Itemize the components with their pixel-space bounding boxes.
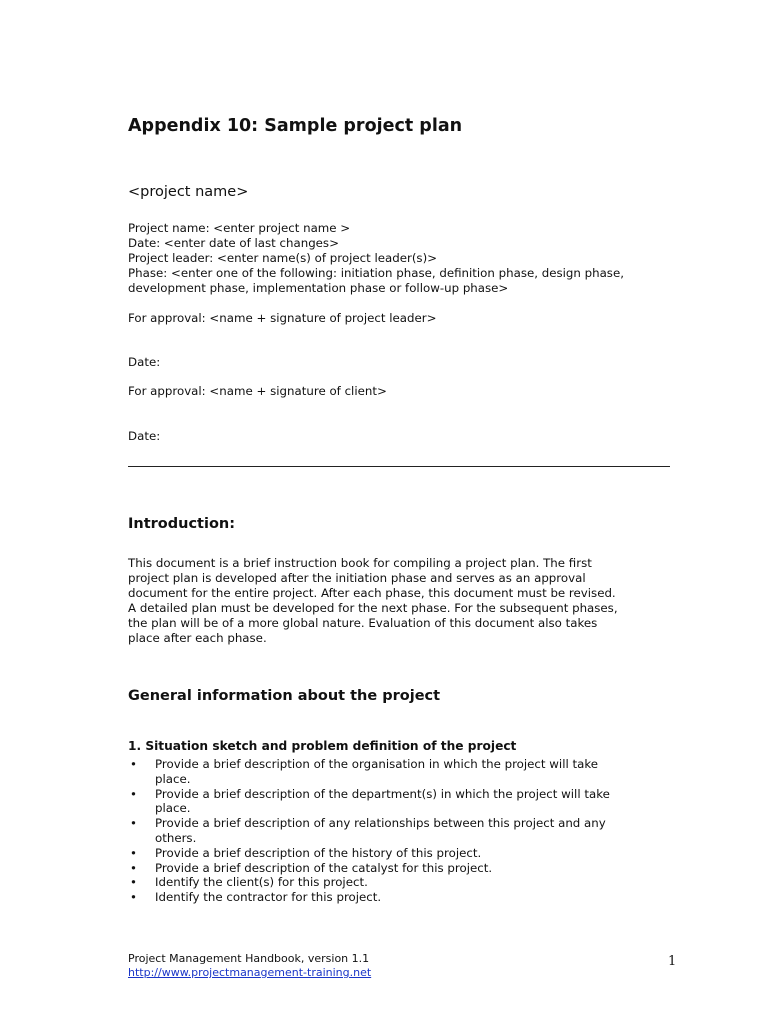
meta-phase-line-1: Phase: <enter one of the following: initiation phase, definition phase, design phase, [128, 266, 624, 280]
project-name-heading: <project name> [128, 184, 249, 200]
meta-project-leader: Project leader: <enter name(s) of project leader(s)> [128, 251, 438, 265]
meta-date: Date: <enter date of last changes> [128, 236, 339, 250]
divider-line [128, 466, 670, 467]
list-item: • Provide a brief description of the organisation in which the project will take place. [130, 757, 599, 786]
meta-phase-line-2: development phase, implementation phase or follow-up phase> [128, 281, 509, 295]
bullet-icon: • [130, 845, 137, 860]
footer-link[interactable]: http://www.projectmanagement-training.net [128, 966, 372, 979]
paragraph-line: place after each phase. [128, 631, 267, 645]
list-item: • Identify the client(s) for this project. [130, 875, 368, 890]
page-title: Appendix 10: Sample project plan [128, 116, 463, 136]
list-item: • Provide a brief description of the department(s) in which the project will take place. [130, 786, 610, 816]
bullet-icon: • [130, 875, 137, 890]
approval-client-date: Date: [128, 429, 161, 443]
bullet-icon: • [130, 860, 137, 875]
introduction-heading: Introduction: [128, 516, 236, 532]
paragraph-line: A detailed plan must be developed for the next phase. For the subsequent phases, [128, 601, 618, 615]
footer-handbook: Project Management Handbook, version 1.1 [128, 952, 370, 965]
bullet-icon: • [130, 757, 137, 771]
list-item: • Provide a brief description of the history of this project. [130, 845, 482, 860]
bullet-icon: • [130, 816, 137, 831]
list-item: • Provide a brief description of the catalyst for this project. [130, 860, 493, 875]
paragraph-line: This document is a brief instruction book for compiling a project plan. The first [128, 556, 592, 570]
paragraph-line: project plan is developed after the initiation phase and serves as an approval [128, 571, 586, 585]
bullet-icon: • [130, 890, 137, 905]
paragraph-line: the plan will be of a more global nature. Evaluation of this document also takes [128, 616, 598, 630]
bullet-icon: • [130, 786, 137, 801]
introduction-paragraph [128, 556, 688, 646]
list-item: • Identify the contractor for this project. [130, 890, 382, 905]
page-footer [128, 952, 371, 980]
approval-client: For approval: <name + signature of client> [128, 384, 387, 398]
approval-leader-date: Date: [128, 355, 161, 369]
list-item: • Provide a brief description of any relationships between this project and any others. [130, 816, 606, 845]
section-1-heading: 1. Situation sketch and problem definition of the project [128, 739, 517, 753]
general-info-heading: General information about the project [128, 688, 441, 704]
meta-project-name: Project name: <enter project name > [128, 221, 351, 235]
bullet-list [128, 757, 688, 905]
project-meta [128, 221, 688, 296]
approval-leader: For approval: <name + signature of project leader> [128, 311, 437, 325]
paragraph-line: document for the entire project. After each phase, this document must be revised. [128, 586, 616, 600]
page-number: 1 [668, 954, 677, 969]
